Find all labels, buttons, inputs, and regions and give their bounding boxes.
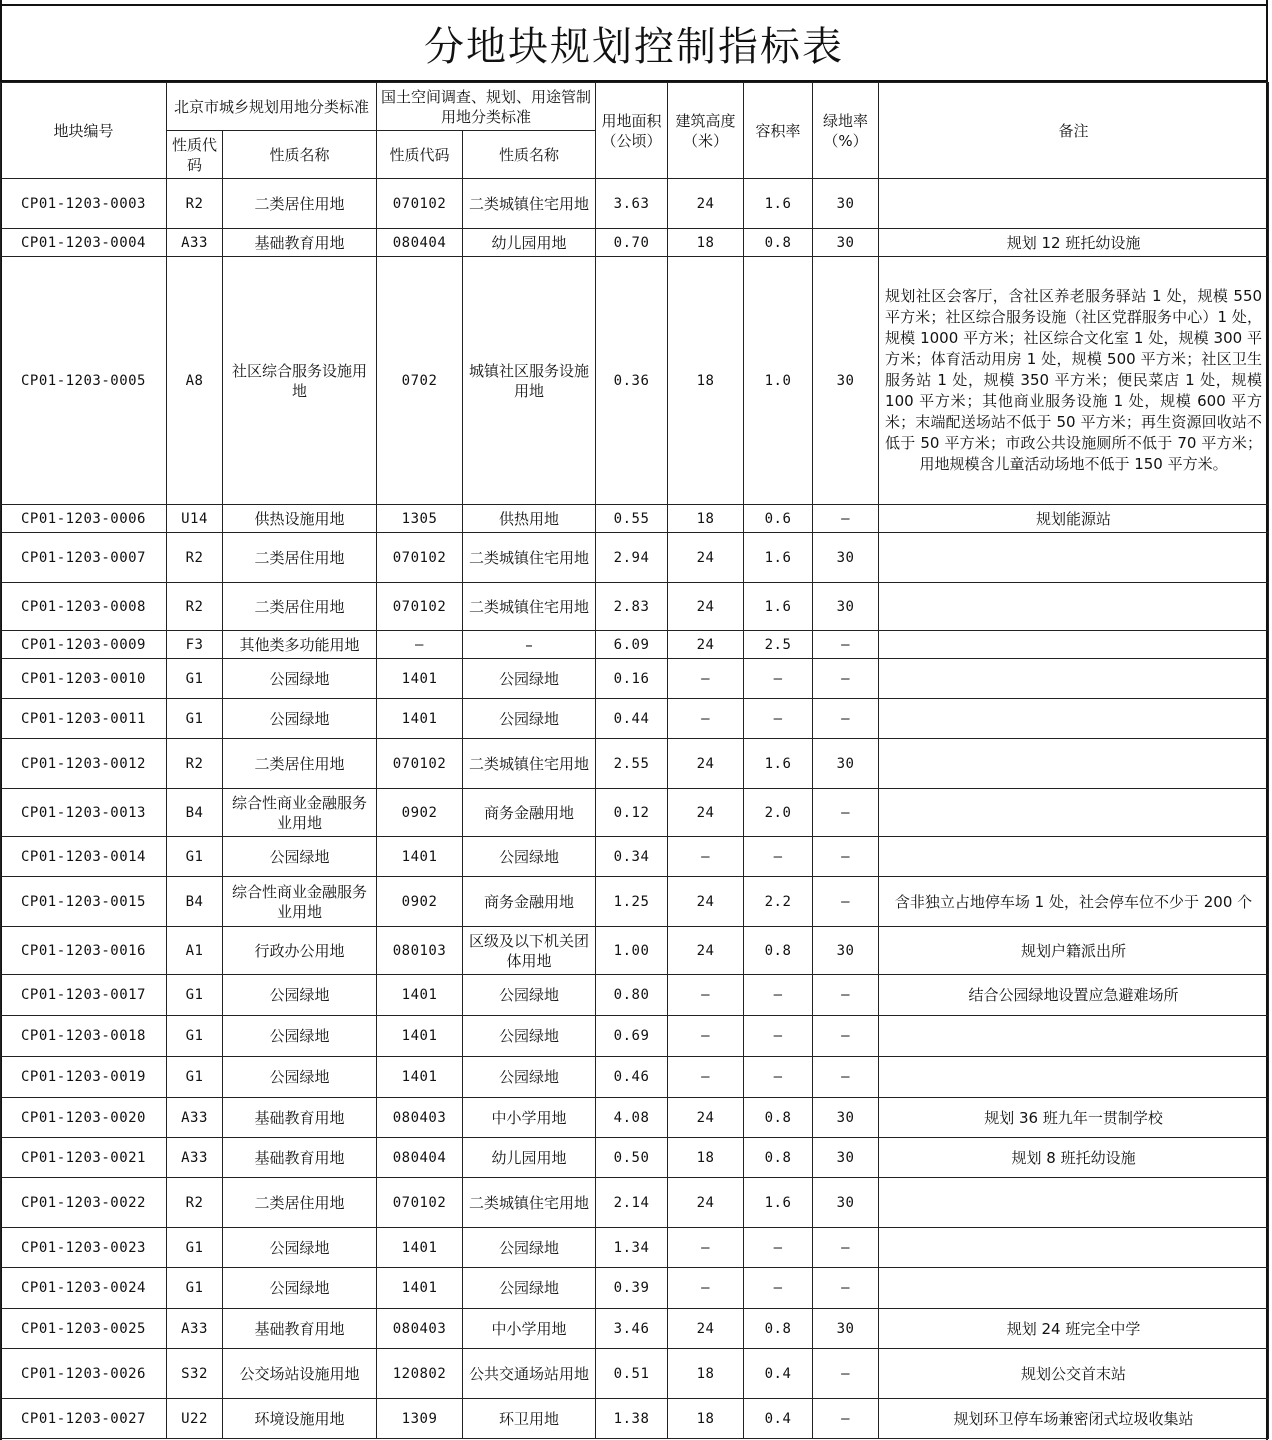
cell-plot-id: CP01-1203-0022 (1, 1178, 167, 1228)
cell-remark: 含非独立占地停车场 1 处，社会停车位不少于 200 个 (879, 877, 1269, 927)
cell-national-name: 幼儿园用地 (463, 229, 596, 257)
cell-beijing-code: A33 (167, 229, 223, 257)
cell-plot-id: CP01-1203-0016 (1, 927, 167, 975)
cell-beijing-name: 二类居住用地 (223, 739, 377, 789)
cell-plot-id: CP01-1203-0006 (1, 505, 167, 533)
cell-far: – (744, 975, 813, 1016)
cell-height: – (668, 975, 744, 1016)
cell-national-name: 中小学用地 (463, 1098, 596, 1138)
cell-height: – (668, 837, 744, 877)
cell-beijing-code: G1 (167, 1268, 223, 1309)
cell-national-name: 二类城镇住宅用地 (463, 533, 596, 583)
cell-green-ratio: 30 (813, 583, 879, 631)
cell-plot-id: CP01-1203-0021 (1, 1138, 167, 1178)
cell-beijing-code: A8 (167, 257, 223, 505)
cell-beijing-name: 二类居住用地 (223, 1178, 377, 1228)
header-far: 容积率 (744, 83, 813, 179)
cell-remark (879, 1016, 1269, 1057)
cell-area: 0.80 (596, 975, 668, 1016)
cell-height: 18 (668, 1399, 744, 1439)
cell-plot-id: CP01-1203-0025 (1, 1309, 167, 1349)
cell-beijing-name: 社区综合服务设施用地 (223, 257, 377, 505)
cell-height: 24 (668, 533, 744, 583)
cell-height: 24 (668, 1309, 744, 1349)
cell-remark (879, 533, 1269, 583)
cell-national-code: 080103 (377, 927, 463, 975)
table-row (1, 837, 1269, 877)
header-area: 用地面积（公顷） (596, 83, 668, 179)
cell-far: 0.8 (744, 1138, 813, 1178)
cell-plot-id: CP01-1203-0020 (1, 1098, 167, 1138)
cell-national-code: 0902 (377, 789, 463, 837)
cell-area: 0.36 (596, 257, 668, 505)
cell-beijing-name: 行政办公用地 (223, 927, 377, 975)
cell-national-code: 080404 (377, 1138, 463, 1178)
cell-remark: 规划社区会客厅，含社区养老服务驿站 1 处，规模 550 平方米；社区综合服务设施（社区党群服务中心）1 处，规模 1000 平方米；社区综合文化室 1 处，规模 300 平方米；体育活动用房 1 处，规模 500 平方米；社区卫生服务站 1 处，规模 350 平方米；便民菜店 1 处，规模 100 平方米；其他商业服务设施 1 处，规模 600 平方米；末端配送场站不低于 50 平方米；再生资源回收站不低于 50 平方米；市政公共设施厕所不低于 70 平方米；用地规模含儿童活动场地不低于 150 平方米。 (879, 257, 1269, 505)
cell-area: 2.55 (596, 739, 668, 789)
cell-green-ratio: – (813, 1268, 879, 1309)
cell-height: 24 (668, 631, 744, 659)
cell-remark (879, 631, 1269, 659)
header-national-standard: 国土空间调查、规划、用途管制用地分类标准 (377, 83, 596, 131)
cell-far: 1.6 (744, 1178, 813, 1228)
cell-beijing-code: U22 (167, 1399, 223, 1439)
cell-national-code: 070102 (377, 739, 463, 789)
cell-beijing-name: 公园绿地 (223, 1016, 377, 1057)
cell-plot-id: CP01-1203-0007 (1, 533, 167, 583)
table-row (1, 659, 1269, 699)
cell-green-ratio: – (813, 1399, 879, 1439)
cell-national-name: 公园绿地 (463, 1057, 596, 1098)
cell-green-ratio: 30 (813, 257, 879, 505)
table-row (1, 789, 1269, 837)
cell-far: 2.0 (744, 789, 813, 837)
cell-beijing-name: 公园绿地 (223, 1228, 377, 1268)
cell-area: 2.14 (596, 1178, 668, 1228)
cell-green-ratio: – (813, 659, 879, 699)
table-row (1, 1228, 1269, 1268)
cell-far: 0.6 (744, 505, 813, 533)
cell-far: – (744, 1057, 813, 1098)
header-height: 建筑高度（米） (668, 83, 744, 179)
cell-plot-id: CP01-1203-0010 (1, 659, 167, 699)
cell-area: 0.16 (596, 659, 668, 699)
cell-green-ratio: 30 (813, 1309, 879, 1349)
cell-beijing-name: 环境设施用地 (223, 1399, 377, 1439)
cell-beijing-code: A33 (167, 1138, 223, 1178)
cell-plot-id: CP01-1203-0003 (1, 179, 167, 229)
cell-far: – (744, 1016, 813, 1057)
cell-far: – (744, 837, 813, 877)
cell-plot-id: CP01-1203-0019 (1, 1057, 167, 1098)
cell-national-code: 1401 (377, 1268, 463, 1309)
cell-green-ratio: 30 (813, 927, 879, 975)
cell-height: – (668, 659, 744, 699)
cell-plot-id: CP01-1203-0017 (1, 975, 167, 1016)
cell-green-ratio: – (813, 975, 879, 1016)
header-green-ratio: 绿地率（%） (813, 83, 879, 179)
cell-height: 18 (668, 1138, 744, 1178)
cell-height: 24 (668, 179, 744, 229)
cell-remark (879, 179, 1269, 229)
cell-beijing-code: G1 (167, 837, 223, 877)
cell-area: 4.08 (596, 1098, 668, 1138)
cell-area: 1.38 (596, 1399, 668, 1439)
cell-height: 24 (668, 583, 744, 631)
table-row (1, 631, 1269, 659)
cell-national-name: 商务金融用地 (463, 789, 596, 837)
cell-plot-id: CP01-1203-0026 (1, 1349, 167, 1399)
table-row (1, 877, 1269, 927)
cell-green-ratio: – (813, 789, 879, 837)
cell-national-code: 120802 (377, 1349, 463, 1399)
cell-national-code: 1401 (377, 837, 463, 877)
cell-plot-id: CP01-1203-0027 (1, 1399, 167, 1439)
cell-height: 18 (668, 1349, 744, 1399)
cell-remark (879, 1268, 1269, 1309)
cell-plot-id: CP01-1203-0012 (1, 739, 167, 789)
cell-area: 0.12 (596, 789, 668, 837)
cell-beijing-name: 综合性商业金融服务业用地 (223, 877, 377, 927)
cell-green-ratio: – (813, 837, 879, 877)
cell-national-name: 公园绿地 (463, 975, 596, 1016)
cell-national-name: 区级及以下机关团体用地 (463, 927, 596, 975)
cell-national-code: 0902 (377, 877, 463, 927)
cell-beijing-code: G1 (167, 1016, 223, 1057)
cell-height: 18 (668, 257, 744, 505)
cell-height: 24 (668, 789, 744, 837)
cell-national-name: 公园绿地 (463, 659, 596, 699)
table-row (1, 927, 1269, 975)
cell-height: – (668, 1016, 744, 1057)
cell-national-name: 二类城镇住宅用地 (463, 739, 596, 789)
cell-beijing-name: 供热设施用地 (223, 505, 377, 533)
cell-plot-id: CP01-1203-0004 (1, 229, 167, 257)
cell-national-name: 公园绿地 (463, 1228, 596, 1268)
cell-far: – (744, 1228, 813, 1268)
cell-national-code: 070102 (377, 179, 463, 229)
table-row (1, 179, 1269, 229)
cell-beijing-code: U14 (167, 505, 223, 533)
cell-beijing-code: A33 (167, 1098, 223, 1138)
cell-national-name: 公园绿地 (463, 699, 596, 739)
cell-remark: 规划环卫停车场兼密闭式垃圾收集站 (879, 1399, 1269, 1439)
cell-national-name: 二类城镇住宅用地 (463, 583, 596, 631)
table-row (1, 533, 1269, 583)
cell-remark: 规划公交首末站 (879, 1349, 1269, 1399)
cell-beijing-code: G1 (167, 975, 223, 1016)
cell-remark: 规划 12 班托幼设施 (879, 229, 1269, 257)
header-beijing-name: 性质名称 (223, 131, 377, 179)
cell-national-code: 1401 (377, 659, 463, 699)
table-header (1, 83, 1269, 179)
cell-beijing-code: R2 (167, 179, 223, 229)
cell-national-name: 中小学用地 (463, 1309, 596, 1349)
cell-far: 0.4 (744, 1349, 813, 1399)
cell-national-name: 公共交通场站用地 (463, 1349, 596, 1399)
cell-green-ratio: 30 (813, 1178, 879, 1228)
cell-national-name: 公园绿地 (463, 837, 596, 877)
cell-beijing-name: 基础教育用地 (223, 1098, 377, 1138)
page-title: 分地块规划控制指标表 (0, 4, 1268, 82)
cell-area: 1.00 (596, 927, 668, 975)
cell-beijing-code: F3 (167, 631, 223, 659)
cell-remark (879, 583, 1269, 631)
cell-area: 0.69 (596, 1016, 668, 1057)
cell-green-ratio: – (813, 877, 879, 927)
cell-area: 1.34 (596, 1228, 668, 1268)
table-row (1, 257, 1269, 505)
cell-remark: 结合公园绿地设置应急避难场所 (879, 975, 1269, 1016)
cell-area: 0.50 (596, 1138, 668, 1178)
cell-national-name: 幼儿园用地 (463, 1138, 596, 1178)
cell-national-code: 080403 (377, 1309, 463, 1349)
cell-height: – (668, 1268, 744, 1309)
cell-national-code: 1401 (377, 699, 463, 739)
cell-beijing-name: 基础教育用地 (223, 229, 377, 257)
cell-remark (879, 789, 1269, 837)
cell-beijing-name: 公园绿地 (223, 1057, 377, 1098)
cell-remark (879, 699, 1269, 739)
cell-remark (879, 1178, 1269, 1228)
cell-plot-id: CP01-1203-0015 (1, 877, 167, 927)
cell-far: – (744, 659, 813, 699)
cell-beijing-name: 公园绿地 (223, 659, 377, 699)
cell-beijing-code: A33 (167, 1309, 223, 1349)
cell-beijing-code: R2 (167, 583, 223, 631)
table-row (1, 1016, 1269, 1057)
cell-height: 18 (668, 505, 744, 533)
cell-beijing-name: 基础教育用地 (223, 1138, 377, 1178)
cell-plot-id: CP01-1203-0009 (1, 631, 167, 659)
cell-beijing-name: 综合性商业金融服务业用地 (223, 789, 377, 837)
cell-national-name: 商务金融用地 (463, 877, 596, 927)
table-row (1, 699, 1269, 739)
cell-plot-id: CP01-1203-0008 (1, 583, 167, 631)
cell-green-ratio: – (813, 1016, 879, 1057)
table-row (1, 1349, 1269, 1399)
cell-beijing-code: G1 (167, 659, 223, 699)
cell-beijing-code: R2 (167, 1178, 223, 1228)
cell-plot-id: CP01-1203-0024 (1, 1268, 167, 1309)
header-plot-id: 地块编号 (1, 83, 167, 179)
cell-far: 0.8 (744, 1309, 813, 1349)
cell-green-ratio: – (813, 699, 879, 739)
cell-far: 2.2 (744, 877, 813, 927)
cell-green-ratio: – (813, 1228, 879, 1268)
table-row (1, 739, 1269, 789)
header-remark: 备注 (879, 83, 1269, 179)
table-row (1, 229, 1269, 257)
cell-area: 0.51 (596, 1349, 668, 1399)
cell-national-code: – (377, 631, 463, 659)
cell-area: 0.55 (596, 505, 668, 533)
cell-national-code: 1401 (377, 1016, 463, 1057)
cell-beijing-code: G1 (167, 1228, 223, 1268)
cell-national-code: 070102 (377, 583, 463, 631)
cell-remark (879, 837, 1269, 877)
cell-green-ratio: – (813, 1057, 879, 1098)
cell-area: 0.39 (596, 1268, 668, 1309)
cell-beijing-name: 公园绿地 (223, 975, 377, 1016)
cell-national-code: 070102 (377, 1178, 463, 1228)
cell-height: – (668, 699, 744, 739)
cell-beijing-name: 公园绿地 (223, 837, 377, 877)
cell-beijing-name: 二类居住用地 (223, 533, 377, 583)
cell-national-code: 080404 (377, 229, 463, 257)
cell-beijing-name: 二类居住用地 (223, 179, 377, 229)
cell-area: 3.46 (596, 1309, 668, 1349)
table-row (1, 505, 1269, 533)
cell-remark: 规划 36 班九年一贯制学校 (879, 1098, 1269, 1138)
cell-green-ratio: – (813, 1349, 879, 1399)
cell-beijing-name: 公园绿地 (223, 699, 377, 739)
cell-area: 0.34 (596, 837, 668, 877)
cell-national-code: 1401 (377, 1057, 463, 1098)
cell-green-ratio: 30 (813, 179, 879, 229)
cell-height: 24 (668, 927, 744, 975)
cell-national-name: 二类城镇住宅用地 (463, 179, 596, 229)
cell-plot-id: CP01-1203-0014 (1, 837, 167, 877)
cell-beijing-code: A1 (167, 927, 223, 975)
cell-far: 0.4 (744, 1399, 813, 1439)
cell-beijing-code: B4 (167, 877, 223, 927)
cell-area: 6.09 (596, 631, 668, 659)
cell-area: 2.94 (596, 533, 668, 583)
cell-green-ratio: 30 (813, 739, 879, 789)
cell-green-ratio: 30 (813, 1138, 879, 1178)
cell-national-code: 0702 (377, 257, 463, 505)
cell-remark (879, 1228, 1269, 1268)
cell-beijing-name: 公园绿地 (223, 1268, 377, 1309)
cell-far: 0.8 (744, 1098, 813, 1138)
cell-beijing-name: 公交场站设施用地 (223, 1349, 377, 1399)
cell-green-ratio: – (813, 631, 879, 659)
table-row (1, 1268, 1269, 1309)
cell-far: 1.6 (744, 739, 813, 789)
table-row (1, 583, 1269, 631)
cell-remark (879, 739, 1269, 789)
cell-area: 0.44 (596, 699, 668, 739)
cell-area: 0.70 (596, 229, 668, 257)
cell-plot-id: CP01-1203-0018 (1, 1016, 167, 1057)
planning-control-table (0, 82, 1269, 1439)
cell-beijing-code: G1 (167, 699, 223, 739)
cell-height: 24 (668, 739, 744, 789)
header-beijing-code: 性质代码 (167, 131, 223, 179)
cell-far: – (744, 1268, 813, 1309)
cell-national-name: – (463, 631, 596, 659)
cell-national-code: 1309 (377, 1399, 463, 1439)
cell-remark (879, 659, 1269, 699)
cell-height: – (668, 1228, 744, 1268)
cell-beijing-code: B4 (167, 789, 223, 837)
cell-national-code: 1401 (377, 975, 463, 1016)
cell-remark (879, 1057, 1269, 1098)
cell-beijing-name: 二类居住用地 (223, 583, 377, 631)
cell-green-ratio: 30 (813, 1098, 879, 1138)
cell-national-name: 二类城镇住宅用地 (463, 1178, 596, 1228)
cell-plot-id: CP01-1203-0013 (1, 789, 167, 837)
table-row (1, 1138, 1269, 1178)
cell-national-code: 080403 (377, 1098, 463, 1138)
cell-beijing-name: 其他类多功能用地 (223, 631, 377, 659)
cell-beijing-code: R2 (167, 739, 223, 789)
table-body (1, 179, 1269, 1439)
header-national-code: 性质代码 (377, 131, 463, 179)
cell-national-code: 1401 (377, 1228, 463, 1268)
cell-beijing-code: R2 (167, 533, 223, 583)
cell-area: 3.63 (596, 179, 668, 229)
table-row (1, 1399, 1269, 1439)
cell-remark: 规划能源站 (879, 505, 1269, 533)
table-row (1, 1057, 1269, 1098)
cell-national-name: 供热用地 (463, 505, 596, 533)
cell-national-code: 070102 (377, 533, 463, 583)
cell-remark: 规划 24 班完全中学 (879, 1309, 1269, 1349)
cell-national-name: 环卫用地 (463, 1399, 596, 1439)
cell-far: 1.6 (744, 179, 813, 229)
cell-plot-id: CP01-1203-0023 (1, 1228, 167, 1268)
cell-far: 0.8 (744, 927, 813, 975)
cell-plot-id: CP01-1203-0011 (1, 699, 167, 739)
cell-national-name: 城镇社区服务设施用地 (463, 257, 596, 505)
cell-beijing-code: G1 (167, 1057, 223, 1098)
cell-plot-id: CP01-1203-0005 (1, 257, 167, 505)
cell-remark: 规划户籍派出所 (879, 927, 1269, 975)
cell-green-ratio: 30 (813, 229, 879, 257)
cell-area: 2.83 (596, 583, 668, 631)
cell-far: 2.5 (744, 631, 813, 659)
header-beijing-standard: 北京市城乡规划用地分类标准 (167, 83, 377, 131)
table-row (1, 1098, 1269, 1138)
cell-remark: 规划 8 班托幼设施 (879, 1138, 1269, 1178)
cell-height: 18 (668, 229, 744, 257)
cell-national-name: 公园绿地 (463, 1268, 596, 1309)
cell-far: 1.6 (744, 583, 813, 631)
cell-height: 24 (668, 877, 744, 927)
cell-height: – (668, 1057, 744, 1098)
cell-far: 0.8 (744, 229, 813, 257)
cell-beijing-code: S32 (167, 1349, 223, 1399)
cell-national-name: 公园绿地 (463, 1016, 596, 1057)
cell-beijing-name: 基础教育用地 (223, 1309, 377, 1349)
cell-far: 1.6 (744, 533, 813, 583)
cell-area: 1.25 (596, 877, 668, 927)
cell-far: – (744, 699, 813, 739)
cell-height: 24 (668, 1178, 744, 1228)
cell-far: 1.0 (744, 257, 813, 505)
table-row (1, 1309, 1269, 1349)
cell-area: 0.46 (596, 1057, 668, 1098)
cell-green-ratio: 30 (813, 533, 879, 583)
header-national-name: 性质名称 (463, 131, 596, 179)
table-row (1, 1178, 1269, 1228)
cell-green-ratio: – (813, 505, 879, 533)
table-row (1, 975, 1269, 1016)
cell-national-code: 1305 (377, 505, 463, 533)
cell-height: 24 (668, 1098, 744, 1138)
